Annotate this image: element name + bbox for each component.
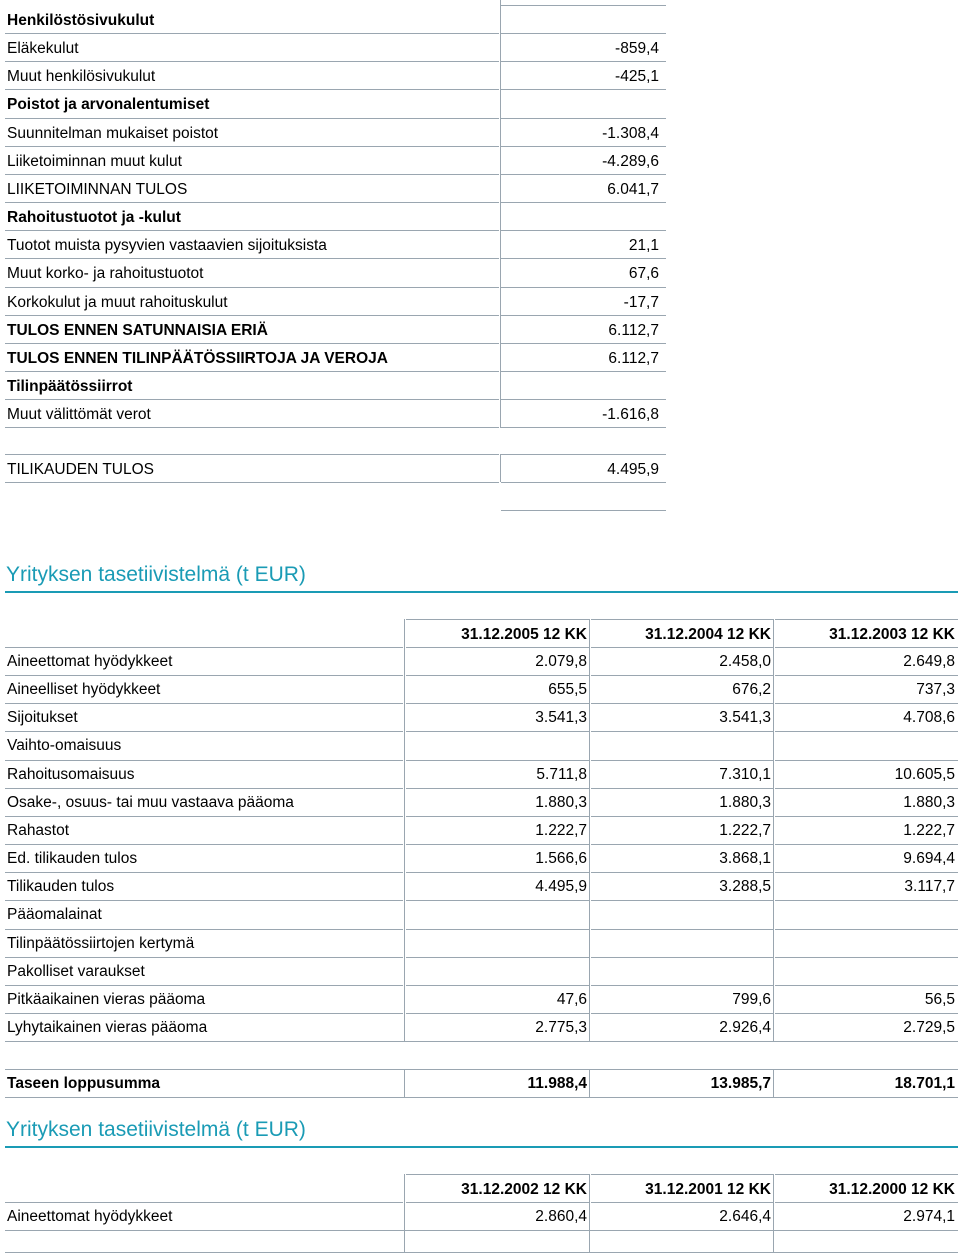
column-rule (773, 1230, 774, 1252)
balance-row (5, 788, 960, 816)
balance-column-header: 31.12.2005 12 KK (461, 626, 587, 643)
balance-cell: 4.495,9 (535, 878, 587, 896)
row-rule (501, 427, 666, 428)
balance-column-header: 31.12.2002 12 KK (461, 1181, 587, 1198)
title-rule-1 (5, 591, 958, 593)
balance-cell: 2.458,0 (719, 653, 771, 670)
row-rule (5, 1041, 958, 1042)
row-rule (406, 760, 590, 761)
balance-row (5, 731, 960, 759)
balance-cell: 737,3 (916, 681, 955, 699)
row-rule (5, 985, 403, 986)
income-row-label: Tuotot muista pysyvien vastaavien sijoituksista (7, 237, 327, 255)
row-rule (5, 1069, 958, 1070)
balance-row-label: Aineelliset hyödykkeet (7, 681, 161, 699)
income-row (5, 400, 667, 428)
row-rule (591, 872, 774, 873)
balance-cell: 1.880,3 (535, 793, 587, 811)
row-rule (5, 872, 403, 873)
row-rule (5, 788, 403, 789)
balance-cell: 1.222,7 (903, 821, 955, 839)
balance-row-label: Osake-, osuus- tai muu vastaava pääoma (7, 793, 294, 811)
row-rule (5, 816, 403, 817)
balance-row (5, 703, 960, 731)
income-row (5, 90, 667, 118)
row-rule (406, 872, 590, 873)
income-row-value: -1.308,4 (602, 124, 659, 142)
balance-row (5, 900, 960, 928)
balance-row-label: Rahoitusomaisuus (7, 765, 135, 783)
balance-row-label: Rahastot (7, 821, 70, 839)
balance-row (5, 647, 960, 675)
balance-column-header: 31.12.2001 12 KK (645, 1181, 771, 1198)
balance-total-cell: 11.988,4 (527, 1075, 587, 1093)
balance-cell: 9.694,4 (903, 850, 955, 868)
income-row-label: Korkokulut ja muut rahoituskulut (7, 293, 228, 311)
row-rule (5, 844, 403, 845)
balance-cell: 799,6 (732, 990, 771, 1008)
row-rule (5, 929, 403, 930)
income-row-label: Suunnitelman mukaiset poistot (7, 124, 219, 142)
column-rule (404, 1174, 405, 1230)
row-rule (591, 760, 774, 761)
balance-row (5, 929, 960, 957)
row-rule (591, 957, 774, 958)
row-rule (775, 844, 958, 845)
row-rule (775, 1202, 958, 1203)
balance-cell: 1.880,3 (903, 793, 955, 811)
row-rule (406, 816, 590, 817)
balance-cell: 1.566,6 (535, 850, 587, 868)
balance-row (5, 816, 960, 844)
balance-cell: 676,2 (732, 681, 771, 699)
row-rule (5, 760, 403, 761)
balance-cell: 3.288,5 (719, 878, 771, 896)
income-row-value: -859,4 (615, 40, 659, 58)
balance-row (5, 957, 960, 985)
income-row (5, 34, 667, 62)
row-rule (775, 619, 958, 620)
column-rule (589, 1069, 590, 1097)
row-rule (5, 427, 499, 428)
income-result-value: 4.495,9 (607, 461, 659, 478)
income-row (5, 6, 667, 34)
column-rule (404, 1069, 405, 1097)
balance-column-header: 31.12.2004 12 KK (645, 626, 771, 643)
balance-cell: 1.222,7 (719, 821, 771, 839)
row-rule (775, 675, 958, 676)
balance-cell: 2.729,5 (903, 1018, 955, 1036)
row-rule (406, 929, 590, 930)
row-rule (591, 1174, 774, 1175)
column-rule (773, 619, 774, 1041)
income-row-value: 6.112,7 (608, 349, 659, 367)
row-rule (501, 454, 666, 455)
row-rule (591, 985, 774, 986)
row-rule (591, 1202, 774, 1203)
balance-row-label: Ed. tilikauden tulos (7, 850, 138, 868)
balance-cell: 2.974,1 (903, 1208, 955, 1225)
row-rule (5, 1202, 403, 1203)
row-rule (591, 1013, 774, 1014)
balance-row (5, 675, 960, 703)
row-rule (406, 1202, 590, 1203)
income-row (5, 175, 667, 203)
balance-cell: 1.880,3 (719, 793, 771, 811)
row-rule (406, 1013, 590, 1014)
balance-row-label: Aineettomat hyödykkeet (7, 1208, 173, 1225)
row-rule (775, 816, 958, 817)
balance-total-label: Taseen loppusumma (7, 1075, 161, 1093)
balance-cell: 655,5 (548, 681, 587, 699)
row-rule (406, 1174, 590, 1175)
balance-total-cell: 13.985,7 (710, 1075, 771, 1093)
balance-total-row (5, 1069, 960, 1097)
title-rule-2 (5, 1146, 958, 1148)
income-row-label: LIIKETOIMINNAN TULOS (7, 180, 188, 198)
balance-cell: 56,5 (924, 990, 955, 1008)
row-rule (5, 675, 403, 676)
balance-cell: 2.079,8 (535, 653, 587, 670)
balance-row-label: Pääomalainat (7, 906, 102, 924)
income-row-label: Eläkekulut (7, 40, 79, 58)
balance-row-label: Tilinpäätössiirtojen kertymä (7, 934, 195, 952)
income-result-row (5, 455, 667, 483)
column-rule (589, 1230, 590, 1252)
income-row (5, 344, 667, 372)
income-row (5, 231, 667, 259)
balance-title-1: Yrityksen tasetiivistelmä (t EUR) (6, 563, 306, 586)
row-rule (591, 788, 774, 789)
balance-cell: 3.541,3 (535, 709, 587, 727)
balance-row-label: Lyhytaikainen vieras pääoma (7, 1018, 208, 1036)
balance-cell: 2.860,4 (535, 1208, 587, 1225)
row-rule (5, 1252, 958, 1253)
balance-header-row (0, 1174, 960, 1202)
income-row-value: -4.289,6 (602, 152, 659, 170)
income-row-label: Henkilöstösivukulut (7, 12, 155, 29)
row-rule (591, 675, 774, 676)
row-rule (5, 900, 403, 901)
column-rule (589, 1174, 590, 1230)
income-row (5, 372, 667, 400)
balance-cell: 3.541,3 (719, 709, 771, 727)
balance-title-2: Yrityksen tasetiivistelmä (t EUR) (6, 1118, 306, 1141)
income-row (5, 62, 667, 90)
column-rule (500, 454, 501, 482)
income-row (5, 259, 667, 287)
row-rule (591, 619, 774, 620)
income-row (5, 147, 667, 175)
income-row (5, 203, 667, 231)
row-rule (775, 985, 958, 986)
row-rule (5, 703, 403, 704)
income-row-label: Muut korko- ja rahoitustuotot (7, 265, 204, 283)
balance-row-label: Aineettomat hyödykkeet (7, 653, 173, 670)
balance-cell: 7.310,1 (719, 765, 771, 783)
balance-row-label: Pitkäaikainen vieras pääoma (7, 990, 206, 1008)
income-row-label: TULOS ENNEN TILINPÄÄTÖSSIIRTOJA JA VEROJA (7, 349, 388, 367)
column-rule (589, 619, 590, 1041)
row-rule (591, 929, 774, 930)
balance-row-label: Tilikauden tulos (7, 878, 115, 896)
balance-row (5, 1013, 960, 1041)
balance-cell: 2.926,4 (719, 1018, 771, 1036)
row-rule (5, 1013, 403, 1014)
row-rule (591, 900, 774, 901)
column-rule (500, 0, 501, 428)
balance-cell: 4.708,6 (903, 709, 955, 727)
income-result-label: TILIKAUDEN TULOS (7, 461, 155, 478)
income-row-value: 6.112,7 (608, 321, 659, 339)
income-row-value: 6.041,7 (607, 180, 659, 198)
balance-row-label: Pakolliset varaukset (7, 962, 145, 980)
balance-cell: 2.649,8 (903, 653, 955, 670)
row-rule (5, 1097, 958, 1098)
row-rule (406, 619, 590, 620)
row-rule (406, 647, 590, 648)
row-rule (775, 1013, 958, 1014)
income-row-value: -17,7 (623, 293, 659, 311)
income-row (5, 288, 667, 316)
income-row-value: -425,1 (615, 68, 659, 86)
balance-cell: 2.646,4 (719, 1208, 771, 1225)
row-rule (775, 647, 958, 648)
income-row-label: Muut henkilösivukulut (7, 68, 156, 86)
row-rule (406, 957, 590, 958)
balance-row (5, 760, 960, 788)
balance-header-row (0, 619, 960, 647)
row-rule (406, 900, 590, 901)
balance-cell: 3.117,7 (904, 878, 955, 896)
balance-row-label: Sijoitukset (7, 709, 78, 727)
row-rule (5, 454, 499, 455)
row-rule (591, 816, 774, 817)
row-rule (591, 647, 774, 648)
balance-cell: 3.868,1 (719, 850, 771, 868)
income-row-label: Poistot ja arvonalentumiset (7, 96, 210, 114)
row-rule (501, 510, 666, 511)
balance-row (5, 844, 960, 872)
balance-row-label: Vaihto-omaisuus (7, 737, 122, 755)
row-rule (775, 703, 958, 704)
row-rule (5, 647, 403, 648)
row-rule (775, 900, 958, 901)
balance-row (5, 1202, 960, 1230)
column-rule (773, 1174, 774, 1230)
column-rule (404, 1230, 405, 1252)
balance-cell: 2.775,3 (535, 1018, 587, 1036)
income-row (5, 119, 667, 147)
row-rule (5, 957, 403, 958)
income-row-value: 67,6 (628, 265, 659, 283)
row-rule (5, 731, 403, 732)
balance-cell: 5.711,8 (536, 765, 587, 783)
balance-row (5, 872, 960, 900)
column-rule (404, 619, 405, 1041)
balance-column-header: 31.12.2003 12 KK (829, 626, 955, 643)
row-rule (591, 844, 774, 845)
row-rule (775, 788, 958, 789)
income-row-value: 21,1 (628, 237, 659, 255)
row-rule (775, 929, 958, 930)
row-rule (406, 731, 590, 732)
row-rule (406, 844, 590, 845)
balance-cell: 10.605,5 (894, 765, 955, 783)
balance-total-cell: 18.701,1 (894, 1075, 955, 1093)
row-rule (775, 760, 958, 761)
row-rule (591, 703, 774, 704)
row-rule (775, 872, 958, 873)
row-rule (5, 482, 499, 483)
row-rule (775, 1174, 958, 1175)
balance-cell: 47,6 (556, 990, 587, 1008)
income-row-label: Muut välittömät verot (7, 406, 151, 424)
income-row-label: Liiketoiminnan muut kulut (7, 152, 182, 170)
income-row-label: Rahoitustuotot ja -kulut (7, 209, 181, 227)
balance-row (5, 985, 960, 1013)
row-rule (775, 731, 958, 732)
row-rule (591, 731, 774, 732)
balance-column-header: 31.12.2000 12 KK (829, 1181, 955, 1198)
row-rule (501, 5, 666, 6)
income-row-label: TULOS ENNEN SATUNNAISIA ERIÄ (7, 321, 268, 339)
row-rule (775, 957, 958, 958)
income-row (5, 316, 667, 344)
row-rule (406, 703, 590, 704)
balance-cell: 1.222,7 (535, 821, 587, 839)
row-rule (501, 482, 666, 483)
column-rule (773, 1069, 774, 1097)
row-rule (5, 1230, 958, 1231)
row-rule (406, 788, 590, 789)
income-row-label: Tilinpäätössiirrot (7, 377, 133, 395)
row-rule (406, 985, 590, 986)
row-rule (406, 675, 590, 676)
income-row-value: -1.616,8 (602, 406, 659, 424)
